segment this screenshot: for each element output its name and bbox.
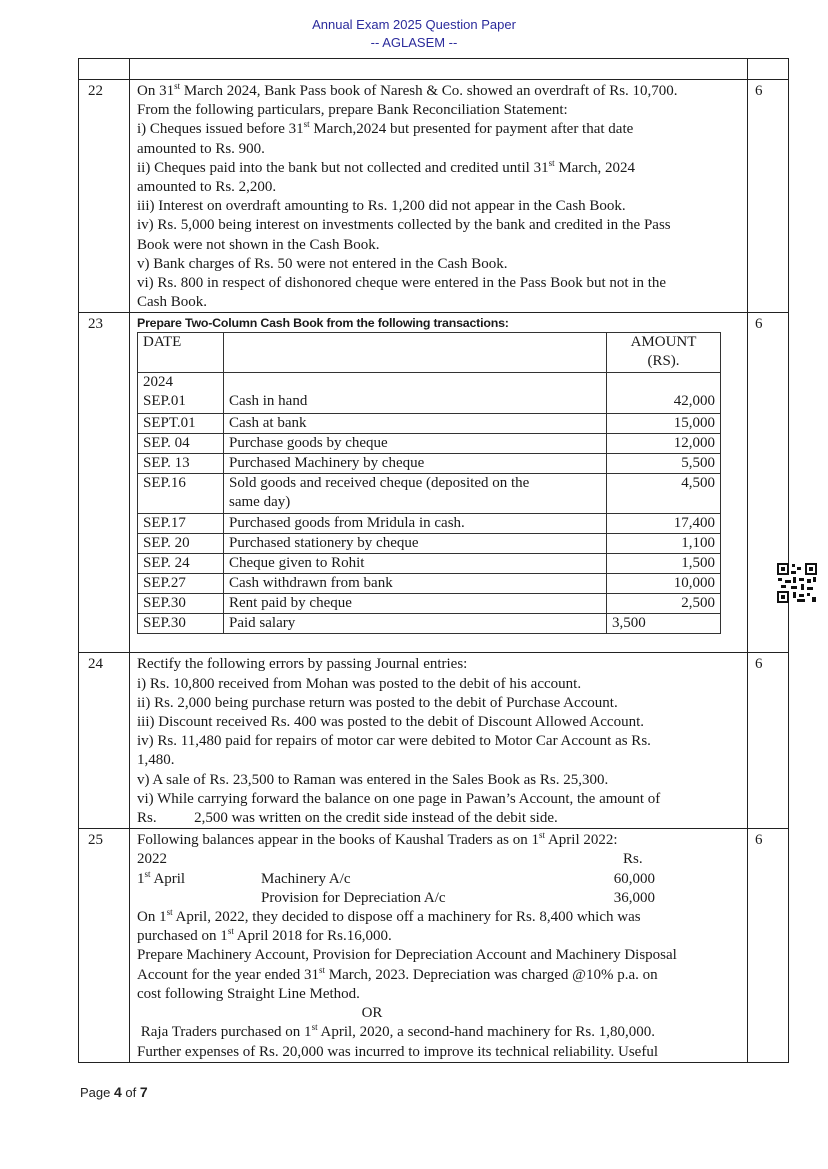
question-line [137,694,747,713]
text-segment: Book were not shown in the Cash Book. [137,236,380,253]
cash-table-row [138,454,721,474]
superscript: st [166,907,173,918]
text-segment: Rs. 2,500 was written on the credit side instead of the debit side. [137,810,558,827]
date: SEP. 24 [143,555,190,572]
question-text [130,829,748,1062]
question-row-22 [79,80,789,313]
superscript: st [174,81,181,91]
text-segment: vi) While carrying forward the balance on one page in Pawan’s Account, the amount of [137,790,661,807]
text-segment: vi) Rs. 800 in respect of dishonored cheque were entered in the Pass Book but not in the [137,275,667,292]
question-line [137,751,747,770]
text-segment: purchased on 1 [137,928,228,945]
description: Cash in hand [229,393,308,410]
question-line [137,159,747,178]
question-line [137,927,747,946]
date: SEPT.01 [143,415,196,432]
balance-header-row: 2022 Rs. [137,851,643,868]
text-segment: Prepare Machinery Account, Provision for Depreciation Account and Machinery Disposal [137,947,677,964]
question-line [137,236,747,255]
text-segment: v) Bank charges of Rs. 50 were not entered in the Cash Book. [137,255,508,272]
question-text [130,653,748,829]
question-line [137,809,747,828]
text-segment: April 2018 for Rs.16,000. [233,928,392,945]
question-line [137,985,747,1004]
text-segment: Further expenses of Rs. 20,000 was incurred to improve its technical reliability. Useful [137,1043,658,1060]
text-segment: On 1 [137,909,167,926]
question-marks: 6 [748,829,789,1062]
question-line [137,140,747,159]
text-segment: Cash Book. [137,294,208,311]
cash-table-row [138,614,721,634]
cash-table-row [138,414,721,434]
date: SEP. 04 [143,435,190,452]
question-number: 22 [79,80,130,313]
text-segment: iv) Rs. 11,480 paid for repairs of motor car were debited to Motor Car Account as Rs. [137,733,651,750]
header-title: Annual Exam 2025 Question Paper [312,17,516,32]
description-cont: same day) [229,494,291,511]
question-table [78,58,789,1063]
question-number: 23 [79,313,130,653]
description: Rent paid by cheque [229,595,352,612]
qr-code-icon [777,563,817,603]
question-line [137,675,747,694]
amount-header: AMOUNT (RS). [607,333,721,373]
question-line [137,732,747,751]
question-line [137,120,747,139]
description: Purchased goods from Mridula in cash. [229,515,465,532]
date: SEP.30 [143,615,186,632]
text-segment: March, 2023. Depreciation was charged @10% p.a. on [325,966,658,983]
cash-table-row [138,534,721,554]
cash-transactions-table [137,332,721,634]
question-line [137,82,747,101]
question-line [137,101,747,120]
question-marks: 6 [748,653,789,829]
cash-table-row [138,474,721,514]
amount: 4,500 [681,475,715,492]
text-segment: On 31 [137,83,175,99]
table-header-row [79,59,789,80]
text-segment: ii) Cheques paid into the bank but not collected and credited until 31 [137,159,549,176]
question-marks: 6 [748,80,789,313]
text-segment: April 2022: [545,832,618,849]
text-segment: April, 2020, a second-hand machinery for Rs. 1,80,000. [317,1024,656,1041]
text-segment: v) A sale of Rs. 23,500 to Raman was entered in the Sales Book as Rs. 25,300. [137,771,609,788]
amount: 1,100 [681,535,715,552]
text-segment: Account for the year ended 31 [137,966,320,983]
text-segment: iii) Discount received Rs. 400 was posted to the debit of Discount Allowed Account. [137,714,644,731]
question-line [137,966,747,985]
text-segment: March 2024, Bank Pass book of Naresh & Co. showed an overdraft of Rs. 10,700. [180,83,678,99]
date: SEP.17 [143,515,186,532]
date: SEP.30 [143,595,186,612]
question-line [137,713,747,732]
question-title: Prepare Two-Column Cash Book from the following transactions: [137,316,509,331]
text-segment: From the following particulars, prepare Bank Reconciliation Statement: [137,102,568,119]
question-line [137,946,747,965]
superscript: st [227,926,234,937]
description: Sold goods and received cheque (deposited on the [229,475,530,492]
amount: 12,000 [673,435,715,452]
superscript: st [539,830,546,841]
superscript: st [303,119,310,130]
question-line [137,771,747,790]
text-segment: i) Rs. 10,800 received from Mohan was posted to the debit of his account. [137,675,582,692]
page-total: 7 [139,1084,148,1100]
text-segment: i) Cheques issued before 31 [137,121,304,138]
balance-row: 1st April Machinery A/c 60,000 [137,868,655,887]
amount: 5,500 [681,455,715,472]
cash-table-row [138,434,721,454]
cash-table-row [138,373,721,414]
description: Purchase goods by cheque [229,435,388,452]
text-segment: March,2024 but presented for payment after that date [309,121,634,138]
date: SEP.16 [143,475,186,492]
page-footer: Page 4 of 7 [80,1084,148,1100]
year: 2024 [143,374,173,391]
date: SEP. 13 [143,455,190,472]
question-line [137,831,747,850]
question-line [137,255,747,274]
date: SEP.27 [143,575,186,592]
question-row-24 [79,653,789,829]
or-separator: OR [361,1005,383,1022]
description: Cash at bank [229,415,307,432]
question-line [137,178,747,197]
description-header [224,333,607,373]
text-segment: amounted to Rs. 900. [137,140,265,157]
text-segment: iii) Interest on overdraft amounting to Rs. 1,200 did not appear in the Cash Book. [137,198,626,215]
date-header: DATE [138,333,224,373]
question-number: 24 [79,653,130,829]
header-subtitle: -- AGLASEM -- [370,35,458,50]
text-segment: March, 2024 [554,159,635,176]
amount: 15,000 [673,415,715,432]
cash-table-row [138,594,721,614]
question-line [137,1023,747,1042]
text-segment: ii) Rs. 2,000 being purchase return was posted to the debit of Purchase Account. [137,694,618,711]
amount: 10,000 [673,575,715,592]
superscript: st [311,1022,318,1033]
question-line [137,197,747,216]
description: Purchased stationery by cheque [229,535,419,552]
text-segment: amounted to Rs. 2,200. [137,179,277,196]
amount: 1,500 [681,555,715,572]
text-segment: iv) Rs. 5,000 being interest on investments collected by the bank and credited in the Pass [137,217,671,234]
question-line [137,216,747,235]
balance-row: Provision for Depreciation A/c 36,000 [261,889,655,906]
description: Paid salary [229,615,296,632]
page-number: 4 [114,1084,122,1100]
cash-table-row [138,574,721,594]
question-line [137,274,747,293]
question-line [137,790,747,809]
amount: 17,400 [673,515,715,532]
question-line [137,655,747,674]
text-segment: Following balances appear in the books of Kaushal Traders as on 1 [137,832,540,849]
amount: 42,000 [673,393,715,410]
question-line [137,908,747,927]
question-text [130,80,748,313]
date: SEP. 20 [143,535,190,552]
text-segment: Raja Traders purchased on 1 [137,1024,312,1041]
question-line [137,293,747,312]
question-number: 25 [79,829,130,1062]
cash-table-row [138,554,721,574]
question-marks: 6 [748,313,789,653]
question-row-23 [79,313,789,653]
superscript: st [319,964,326,975]
question-row-25 [79,829,789,1062]
superscript: st [548,157,555,168]
description: Cash withdrawn from bank [229,575,393,592]
text-segment: cost following Straight Line Method. [137,985,360,1002]
question-line [137,1043,747,1062]
date: SEP.01 [143,393,186,410]
text-segment: Rectify the following errors by passing Journal entries: [137,656,468,673]
cash-table-header [138,333,721,373]
text-segment: 1,480. [137,752,175,769]
description: Cheque given to Rohit [229,555,365,572]
question-text [130,313,748,653]
text-segment: April, 2022, they decided to dispose off a machinery for Rs. 8,400 which was [172,909,641,926]
description: Purchased Machinery by cheque [229,455,425,472]
cash-table-row [138,514,721,534]
amount: 2,500 [681,595,715,612]
amount: 3,500 [612,615,646,632]
